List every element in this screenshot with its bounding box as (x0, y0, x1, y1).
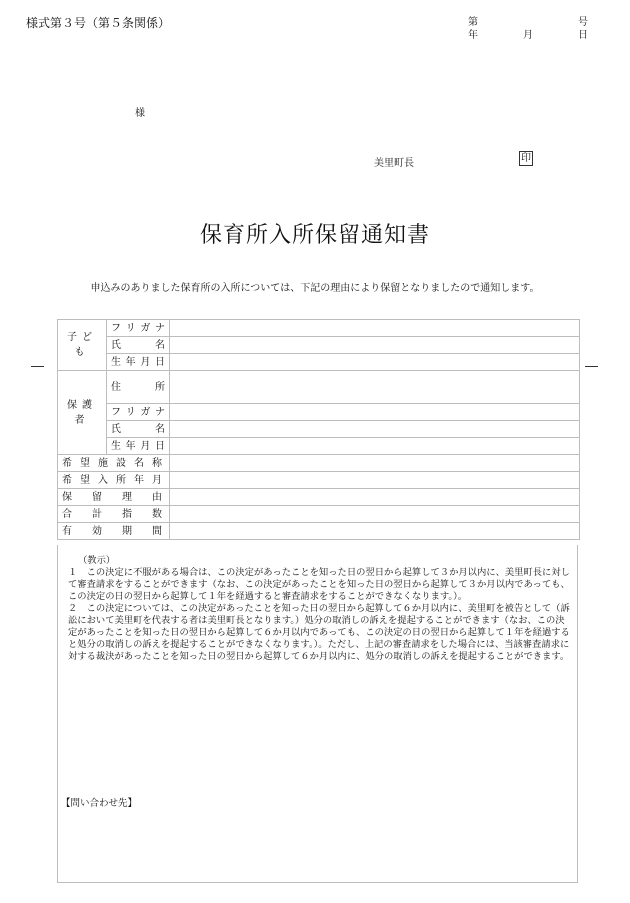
guardian-furigana-field[interactable] (170, 404, 580, 421)
issuer-name: 美里町長 (374, 158, 414, 169)
lead-sentence: 申込みのありました保育所の入所については、下記の理由により保留となりましたので通知します。 (90, 283, 540, 294)
guardian-birthdate-label: 生 年 月 日 (107, 438, 170, 455)
right-fold-mark (585, 366, 598, 367)
doc-no-suffix: 号 (578, 17, 588, 28)
table-row (58, 438, 580, 455)
guardian-group-label: 保護者 (58, 371, 107, 455)
guardian-address-field[interactable] (170, 371, 580, 404)
child-furigana-field[interactable] (170, 320, 580, 337)
notice-item-1: １ この決定に不服がある場合は、この決定があったことを知った日の翌日から起算して３か月以内に、美里町長に対して審査請求をすることができます（なお、この決定があったことを知った日の翌日から起算して３か月以内であっても、この決定の日の翌日から起算して１年を経過すると審査請求をすることができなくなります。）。 (68, 567, 570, 602)
date-month: 月 (523, 30, 533, 41)
table-row (58, 506, 580, 523)
guardian-furigana-label: フ リ ガ ナ (107, 404, 170, 421)
child-birthdate-field[interactable] (170, 354, 580, 371)
document-title: 保育所入所保留通知書 (199, 223, 430, 248)
notice-heading: （教示） (78, 555, 116, 566)
index-total-field[interactable] (170, 506, 580, 523)
doc-no-prefix: 第 (468, 17, 478, 28)
notice-box (57, 545, 578, 883)
entry-date-label: 希 望 入 所 年 月 (58, 472, 170, 489)
validity-field[interactable] (170, 523, 580, 540)
notice-item-2: ２ この決定については、この決定があったことを知った日の翌日から起算して６か月以内に、美里町を被告として（訴訟において美里町を代表する者は美里町長となります。）処分の取消しの訴えを提起することができます（なお、この決定があったことを知った日の翌日から起算して６か月以内であっても、この決定の日の翌日から起算して１年を経過すると処分の取消しの訴えを提起することができなくなります。）。ただし、上記の審査請求をした場合には、当該審査請求に対する裁決があったことを知った日の翌日から起算して６か月以内に、処分の取消しの訴えを提起することができます。 (68, 603, 570, 662)
inquiry-label: 【問い合わせ先】 (61, 798, 138, 809)
validity-label: 有 効 期 間 (58, 523, 170, 540)
child-group-label: 子ども (58, 320, 107, 371)
table-row (58, 472, 580, 489)
index-total-label: 合 計 指 数 (58, 506, 170, 523)
table-row (58, 489, 580, 506)
table-row (58, 455, 580, 472)
form-number: 様式第３号（第５条関係） (26, 16, 171, 30)
guardian-address-label: 住 所 (107, 371, 170, 404)
table-row (58, 371, 580, 404)
facility-field[interactable] (170, 455, 580, 472)
table-row (58, 337, 580, 354)
reason-field[interactable] (170, 489, 580, 506)
notice-body (68, 567, 573, 663)
date-year: 年 (468, 30, 478, 41)
reason-label: 保 留 理 由 (58, 489, 170, 506)
document-number-date (468, 16, 588, 42)
form-table (57, 319, 580, 540)
table-row (58, 523, 580, 540)
entry-date-field[interactable] (170, 472, 580, 489)
child-name-field[interactable] (170, 337, 580, 354)
date-day: 日 (578, 30, 588, 41)
child-furigana-label: フ リ ガ ナ (107, 320, 170, 337)
addressee-honorific: 様 (135, 108, 145, 119)
left-fold-mark (31, 366, 44, 367)
child-birthdate-label: 生 年 月 日 (107, 354, 170, 371)
guardian-name-field[interactable] (170, 421, 580, 438)
table-row (58, 404, 580, 421)
child-name-label: 氏 名 (107, 337, 170, 354)
table-row (58, 354, 580, 371)
seal-mark: 印 (521, 153, 531, 164)
facility-label: 希 望 施 設 名 称 (58, 455, 170, 472)
table-row (58, 320, 580, 337)
guardian-name-label: 氏 名 (107, 421, 170, 438)
table-row (58, 421, 580, 438)
guardian-birthdate-field[interactable] (170, 438, 580, 455)
